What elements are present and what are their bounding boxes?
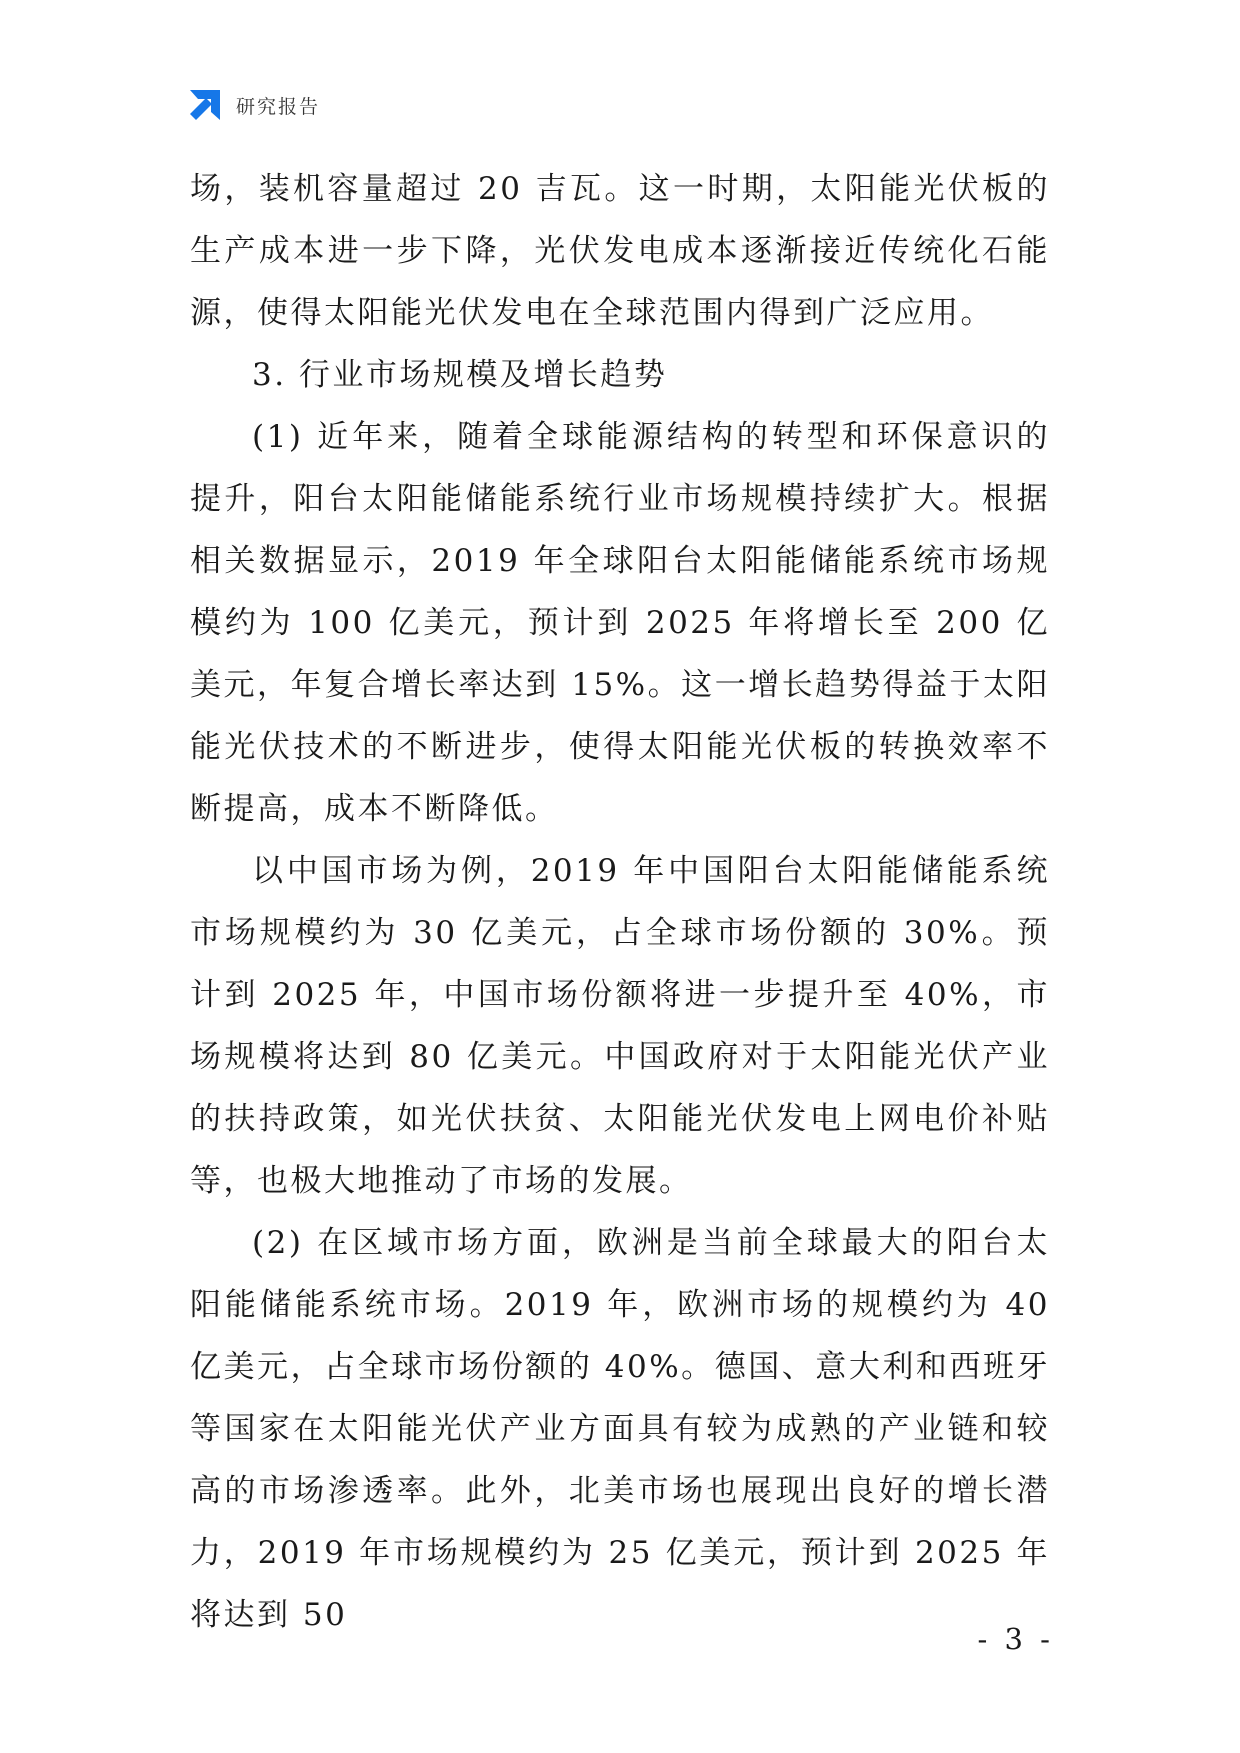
arrow-up-right-icon bbox=[188, 88, 222, 122]
header-title: 研究报告 bbox=[236, 95, 321, 118]
paragraph-1: (1) 近年来，随着全球能源结构的转型和环保意识的提升，阳台太阳能储能系统行业市场规模持续扩大。根据相关数据显示，2019 年全球阳台太阳能储能系统市场规模约为 100 亿美元，预计到 2025 年将增长至 200 亿美元，年复合增长率达到 15%。这一增长趋势得益于太阳能光伏技术的不断进步，使得太阳能光伏板的转换效率不断提高，成本不断降低。 bbox=[190, 419, 1050, 827]
page-number: - 3 - bbox=[977, 1622, 1054, 1656]
paragraph-intro: 场，装机容量超过 20 吉瓦。这一时期，太阳能光伏板的生产成本进一步下降，光伏发电成本逐渐接近传统化石能源，使得太阳能光伏发电在全球范围内得到广泛应用。 bbox=[190, 171, 1050, 331]
paragraph-2: 以中国市场为例，2019 年中国阳台太阳能储能系统市场规模约为 30 亿美元，占全球市场份额的 30%。预计到 2025 年，中国市场份额将进一步提升至 40%，市场规模将达到 80 亿美元。中国政府对于太阳能光伏产业的扶持政策，如光伏扶贫、太阳能光伏发电上网电价补贴等，也极大地推动了市场的发展。 bbox=[190, 853, 1050, 1199]
paragraph-3: (2) 在区域市场方面，欧洲是当前全球最大的阳台太阳能储能系统市场。2019 年，欧洲市场的规模约为 40 亿美元，占全球市场份额的 40%。德国、意大利和西班牙等国家在太阳能光伏产业方面具有较为成熟的产业链和较高的市场渗透率。此外，北美市场也展现出良好的增长潜力，2019 年市场规模约为 25 亿美元，预计到 2025 年将达到 50 bbox=[190, 1225, 1050, 1633]
section-heading: 3. 行业市场规模及增长趋势 bbox=[252, 357, 668, 393]
document-body bbox=[190, 158, 1050, 1646]
report-header bbox=[188, 88, 320, 122]
